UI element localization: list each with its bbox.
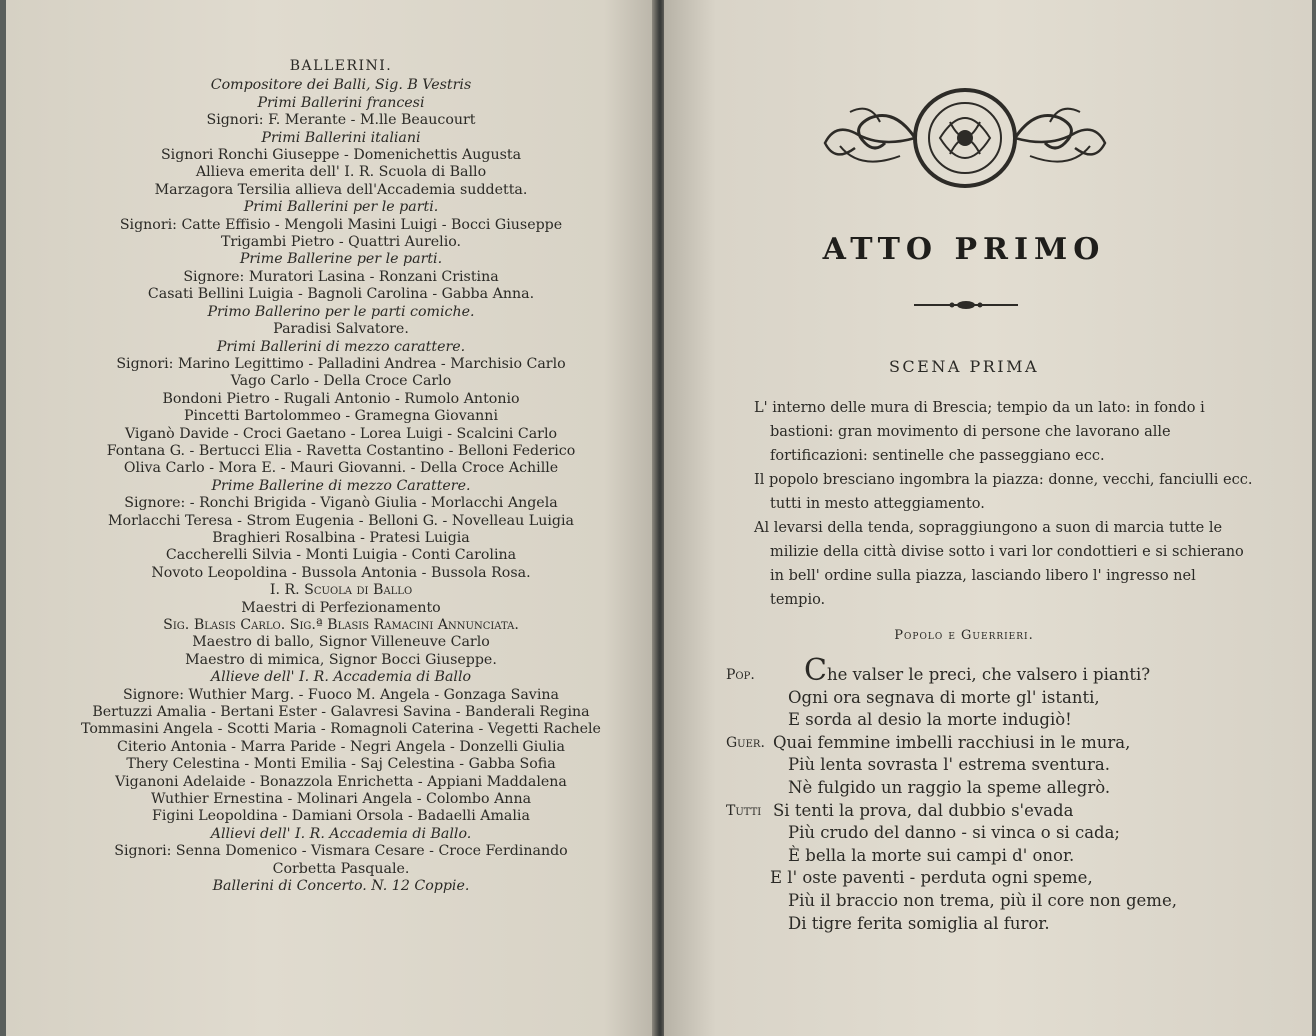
verse-line xyxy=(726,754,1286,777)
cast-line: Viganò Davide - Croci Gaetano - Lorea Luigi - Scalcini Carlo xyxy=(124,425,558,442)
cast-line: Primo Ballerino per le parti comiche. xyxy=(207,303,475,320)
cast-line: I. R. Scuola di Ballo xyxy=(269,582,413,599)
verse-text: E l' oste paventi - perduta ogni speme, xyxy=(770,868,1093,888)
drop-initial: C xyxy=(804,653,827,688)
cast-line: Primi Ballerini francesi xyxy=(257,94,425,111)
speaker-label: Tutti xyxy=(726,802,762,819)
scene-title: SCENA PRIMA xyxy=(888,357,1040,376)
stage-direction: Il popolo bresciano ingombra la piazza: donne, vecchi, fanciulli ecc. tutti in mesto atteggiamento. xyxy=(754,472,1253,512)
cast-line: Caccherelli Silvia - Monti Luigia - Conti Carolina xyxy=(165,547,517,564)
cast-line: Vago Carlo - Della Croce Carlo xyxy=(230,373,452,390)
act-title: ATTO PRIMO xyxy=(822,232,1106,267)
cast-line: Signore: Muratori Lasina - Ronzani Cristina xyxy=(183,268,499,285)
cast-line: Tommasini Angela - Scotti Maria - Romagnoli Caterina - Vegetti Rachele xyxy=(81,721,601,738)
divider-ornament xyxy=(914,300,1018,310)
cast-list xyxy=(46,58,636,896)
cast-line: Prime Ballerine per le parti. xyxy=(239,251,443,268)
cast-line: Signori: F. Merante - M.lle Beaucourt xyxy=(206,112,476,129)
cast-line: Signori: Marino Legittimo - Palladini Andrea - Marchisio Carlo xyxy=(116,355,566,372)
cast-line: Citerio Antonia - Marra Paride - Negri Angela - Donzelli Giulia xyxy=(117,738,565,755)
cast-line: Thery Celestina - Monti Emilia - Saj Celestina - Gabba Sofia xyxy=(126,756,556,773)
cast-line: Signori: Senna Domenico - Vismara Cesare - Croce Ferdinando xyxy=(114,843,568,860)
verse-text: Quai femmine imbelli racchiusi in le mura, xyxy=(773,732,1131,752)
cast-line: Corbetta Pasquale. xyxy=(272,860,410,877)
cast-line: Allieve dell' I. R. Accademia di Ballo xyxy=(210,669,472,686)
cast-line: Trigambi Pietro - Quattri Aurelio. xyxy=(220,234,462,251)
verse-text: Più il braccio non trema, più il core non geme, xyxy=(788,890,1177,910)
verse-line xyxy=(726,653,1286,688)
verse-line xyxy=(726,800,1286,823)
cast-line: Primi Ballerini per le parti. xyxy=(243,199,439,216)
verse-line xyxy=(726,845,1286,868)
verse-line xyxy=(726,867,1286,890)
verse-line xyxy=(726,777,1286,800)
cast-line: Casati Bellini Luigia - Bagnoli Carolina - Gabba Anna. xyxy=(147,286,535,303)
cast-line: Marzagora Tersilia allieva dell'Accademia suddetta. xyxy=(154,181,528,198)
verse-text: Più crudo del danno - si vinca o si cada; xyxy=(788,823,1120,843)
verse-text: Si tenti la prova, dal dubbio s'evada xyxy=(773,800,1074,820)
cast-line: Signori Ronchi Giuseppe - Domenichettis Augusta xyxy=(160,147,522,164)
cast-line: Braghieri Rosalbina - Pratesi Luigia xyxy=(212,529,470,546)
cast-line: Allievi dell' I. R. Accademia di Ballo. xyxy=(210,825,472,842)
cast-line: Maestro di mimica, Signor Bocci Giuseppe. xyxy=(185,651,497,668)
cast-line: Oliva Carlo - Mora E. - Mauri Giovanni. - Della Croce Achille xyxy=(123,460,559,477)
cast-line: Maestri di Perfezionamento xyxy=(241,599,441,616)
cast-line: Bondoni Pietro - Rugali Antonio - Rumolo Antonio xyxy=(162,390,520,407)
cast-line: Sig. Blasis Carlo. Sig.ª Blasis Ramacini Annunciata. xyxy=(163,617,519,633)
right-page xyxy=(664,0,1312,1036)
section-heading: BALLERINI. xyxy=(289,58,393,74)
verse-line xyxy=(726,890,1286,913)
cast-line: Paradisi Salvatore. xyxy=(273,321,409,338)
verse-line xyxy=(726,732,1286,755)
cast-line: Signore: Wuthier Marg. - Fuoco M. Angela - Gonzaga Savina xyxy=(123,686,559,703)
cast-line: Maestro di ballo, Signor Villeneuve Carlo xyxy=(192,634,490,651)
speaker-label: Guer. xyxy=(726,734,765,751)
cast-line: Primi Ballerini di mezzo carattere. xyxy=(216,338,466,355)
verse-line xyxy=(726,687,1286,710)
verse-text: Nè fulgido un raggio la speme allegrò. xyxy=(788,777,1111,797)
cast-line: Novoto Leopoldina - Bussola Antonia - Bussola Rosa. xyxy=(151,564,531,581)
left-page xyxy=(6,0,656,1036)
cast-line: Signori: Catte Effisio - Mengoli Masini Luigi - Bocci Giuseppe xyxy=(119,216,563,233)
cast-line: Allieva emerita dell' I. R. Scuola di Ballo xyxy=(195,164,487,181)
verse-text: he valser le preci, che valsero i pianti? xyxy=(826,665,1151,684)
cast-line: Wuthier Ernestina - Molinari Angela - Colombo Anna xyxy=(150,791,532,808)
cast-line: Fontana G. - Bertucci Elia - Ravetta Costantino - Belloni Federico xyxy=(106,442,576,459)
verse-text: Di tigre ferita somiglia al furor. xyxy=(788,913,1050,933)
verse-line xyxy=(726,709,1286,732)
cast-line: Pincetti Bartolommeo - Gramegna Giovanni xyxy=(184,408,498,425)
cast-line: Compositore dei Balli, Sig. B Vestris xyxy=(210,77,472,94)
cast-line: Bertuzzi Amalia - Bertani Ester - Galavresi Savina - Banderali Regina xyxy=(92,704,590,721)
stage-direction: Al levarsi della tenda, sopraggiungono a suon di marcia tutte le milizie della città divise sotto i vari lor condottieri e si schierano in bell' ordine sulla piazza, lasciando libero l' ingresso nel tempio. xyxy=(754,520,1244,608)
verse-text: Ogni ora segnava di morte gl' istanti, xyxy=(788,687,1100,707)
ornament-icon xyxy=(820,82,1110,194)
verse-line xyxy=(726,822,1286,845)
verse-text: È bella la morte sui campi d' onor. xyxy=(788,845,1075,865)
stage-directions xyxy=(754,396,1254,612)
cast-line: Primi Ballerini italiani xyxy=(261,129,421,146)
cast-line: Prime Ballerine di mezzo Carattere. xyxy=(211,477,471,494)
cast-line: Viganoni Adelaide - Bonazzola Enrichetta - Appiani Maddalena xyxy=(115,773,567,790)
speaker-label: Pop. xyxy=(726,667,755,683)
stage-direction: L' interno delle mura di Brescia; tempio da un lato: in fondo i bastioni: gran movimento di persone che lavorano alle fortificazioni: sentinelle che passeggiano ecc. xyxy=(754,400,1205,464)
cast-line: Signore: - Ronchi Brigida - Viganò Giulia - Morlacchi Angela xyxy=(124,495,558,512)
verse-text: E sorda al desio la morte indugiò! xyxy=(788,710,1072,730)
verse-text: Più lenta sovrasta l' estrema sventura. xyxy=(788,755,1110,775)
verse-line xyxy=(726,913,1286,936)
cast-line: Morlacchi Teresa - Strom Eugenia - Belloni G. - Novelleau Luigia xyxy=(108,512,574,529)
cast-line: Figini Leopoldina - Damiani Orsola - Badaelli Amalia xyxy=(152,808,530,825)
cast-line: Ballerini di Concerto. N. 12 Coppie. xyxy=(212,878,470,895)
characters-heading: Popolo e Guerrieri. xyxy=(894,628,1034,643)
verses xyxy=(726,653,1286,935)
